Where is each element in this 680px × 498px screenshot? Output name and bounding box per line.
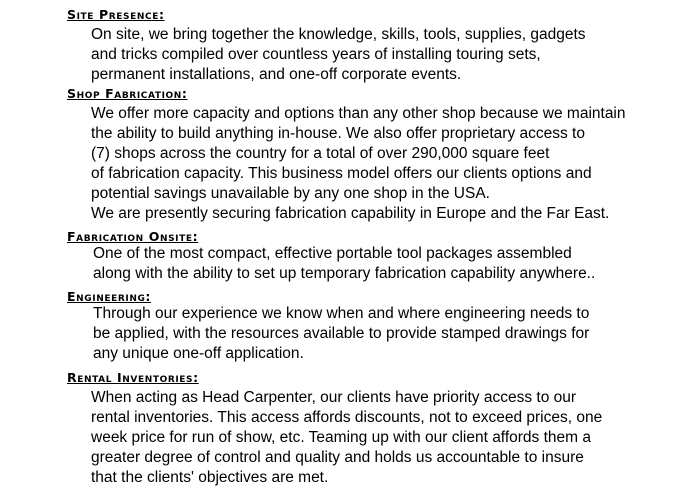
heading-engineering: Engineering: (67, 289, 152, 304)
text-line: We offer more capacity and options than any other shop because we maintain (91, 105, 626, 122)
paragraph-engineering (93, 304, 589, 364)
paragraph-site-presence (91, 25, 586, 85)
paragraph-shop-fabrication (91, 104, 626, 224)
text-line: the ability to build anything in-house. We also offer proprietary access to (91, 125, 585, 142)
heading-shop-fabrication: Shop Fabrication: (67, 86, 188, 101)
text-line: permanent installations, and one-off corporate events. (91, 66, 462, 83)
text-line: rental inventories. This access affords discounts, not to exceed prices, one (91, 409, 603, 426)
paragraph-fabrication-onsite (93, 244, 595, 284)
text-line: be applied, with the resources available to provide stamped drawings for (93, 325, 590, 342)
text-line: Through our experience we know when and where engineering needs to (93, 305, 590, 322)
text-line: When acting as Head Carpenter, our clients have priority access to our (91, 389, 577, 406)
text-line: week price for run of show, etc. Teaming up with our client affords them a (91, 429, 591, 446)
text-line: and tricks compiled over countless years of installing touring sets, (91, 46, 541, 63)
text-line: greater degree of control and quality and holds us accountable to insure (91, 449, 584, 466)
text-line: of fabrication capacity. This business model offers our clients options and (91, 165, 592, 182)
text-line: along with the ability to set up temporary fabrication capability anywhere.. (93, 265, 596, 282)
paragraph-rental-inventories (91, 388, 602, 488)
text-line: potential savings unavailable by any one shop in the USA. (91, 185, 490, 202)
text-line: that the clients' objectives are met. (91, 469, 329, 486)
text-line: On site, we bring together the knowledge, skills, tools, supplies, gadgets (91, 26, 586, 43)
text-line: We are presently securing fabrication capability in Europe and the Far East. (91, 205, 610, 222)
text-line: One of the most compact, effective portable tool packages assembled (93, 245, 572, 262)
heading-fabrication-onsite: Fabrication Onsite: (67, 229, 199, 244)
heading-rental-inventories: Rental Inventories: (67, 370, 199, 385)
text-line: any unique one-off application. (93, 345, 304, 362)
heading-site-presence: Site Presence: (67, 7, 165, 22)
text-line: (7) shops across the country for a total of over 290,000 square feet (91, 145, 550, 162)
